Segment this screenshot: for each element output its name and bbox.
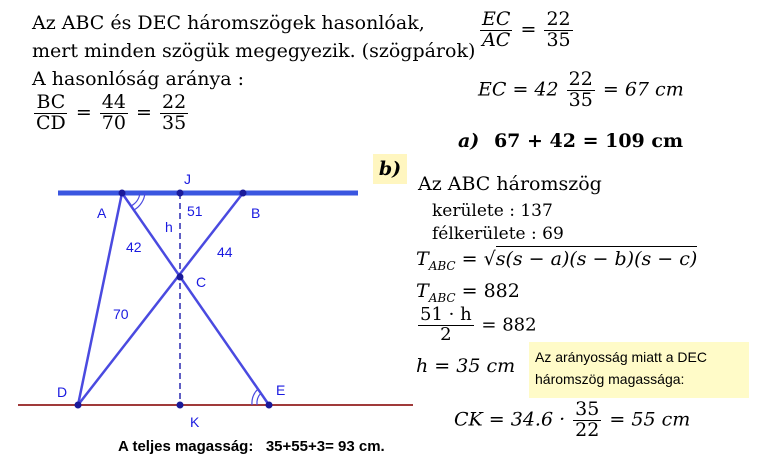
point-j [177, 190, 184, 197]
ac-label: AC [482, 28, 511, 51]
ec-calculation [478, 70, 684, 111]
segment-ae [122, 193, 269, 405]
point-c [177, 274, 184, 281]
perimeter-line: kerülete : 137 [432, 201, 553, 221]
sqrt-icon: √ [483, 248, 496, 270]
ratio-22: 22 [162, 91, 187, 113]
heron-t: T [416, 248, 429, 270]
label-b: B [251, 205, 261, 221]
heron-sub: ABC [428, 258, 456, 273]
proportion-note [529, 342, 749, 398]
h-value: h = 35 cm [416, 355, 516, 377]
ec-ac-35: 35 [546, 28, 571, 51]
point-d [75, 402, 82, 409]
part-b-line1: Az ABC háromszög [418, 173, 602, 195]
answer-a [458, 130, 683, 152]
ec-calc-lhs: EC = 42 [478, 78, 559, 101]
h-frac-num: 51 · h [420, 304, 472, 325]
label-k: K [190, 414, 200, 430]
area-value [416, 280, 520, 305]
h-frac-den: 2 [440, 323, 452, 345]
ratio-70: 70 [101, 111, 126, 134]
label-e: E [276, 382, 286, 398]
proportion-note-line1: Az arányosság miatt a DEC [535, 349, 707, 365]
ck-calculation [454, 400, 690, 441]
label-44: 44 [217, 244, 233, 260]
label-h: h [165, 219, 173, 235]
area-sub: ABC [428, 290, 456, 305]
label-d: D [57, 384, 68, 400]
point-k [177, 402, 184, 409]
label-51: 51 [187, 203, 203, 219]
h-equation [416, 306, 537, 345]
area-t: T [416, 280, 429, 302]
heron-eq: = [461, 248, 478, 270]
similarity-ratio-heading: A hasonlóság aránya : [32, 68, 245, 90]
ec-ac-ratio [478, 10, 575, 51]
ratio-cd: CD [36, 111, 66, 134]
similarity-statement-line1: Az ABC és DEC háromszögek hasonlóak, [32, 12, 425, 34]
ec-label: EC [482, 8, 511, 30]
ck-lhs: CK = 34.6 · [454, 408, 566, 431]
heron-radicand: s(s − a)(s − b)(s − c) [495, 248, 698, 270]
ec-calc-22: 22 [568, 68, 593, 90]
point-b [240, 190, 247, 197]
ec-calc-rhs: = 67 cm [602, 78, 684, 101]
heron-formula [416, 248, 697, 273]
total-height-text: A teljes magasság: 35+55+3= 93 cm. [118, 438, 385, 455]
angle-arc-e2 [257, 393, 261, 405]
answer-a-text: 67 + 42 = 109 cm [493, 130, 684, 152]
ratio-44: 44 [101, 91, 126, 113]
h-frac-rhs: = 882 [481, 314, 537, 336]
label-c: C [196, 274, 207, 290]
area-rhs: = 882 [461, 280, 520, 302]
ec-ac-equals: = [520, 18, 537, 41]
label-j: J [184, 171, 191, 187]
label-42: 42 [126, 239, 142, 255]
label-a: A [97, 205, 107, 221]
similarity-statement-line2: mert minden szögük megegyezik. (szögpárok) [32, 40, 476, 62]
answer-a-label: a) [458, 130, 480, 152]
segment-ad [78, 193, 122, 405]
ec-ac-22: 22 [546, 8, 571, 30]
ck-22: 22 [575, 418, 600, 441]
ck-rhs: = 55 cm [609, 408, 691, 431]
ratio-35: 35 [162, 111, 187, 134]
ec-calc-35: 35 [568, 88, 593, 111]
ratio-equals-2: = [136, 101, 152, 124]
point-e [266, 402, 273, 409]
ratio-bc: BC [36, 91, 66, 113]
segment-bd [78, 193, 243, 405]
semiperimeter-line: félkerülete : 69 [432, 224, 564, 244]
point-a [119, 190, 126, 197]
ratio-equals-1: = [75, 101, 92, 124]
label-70: 70 [113, 306, 129, 322]
ck-35: 35 [575, 398, 600, 420]
part-b-label: b) [373, 154, 407, 184]
proportion-note-line2: háromszög magassága: [535, 371, 685, 387]
